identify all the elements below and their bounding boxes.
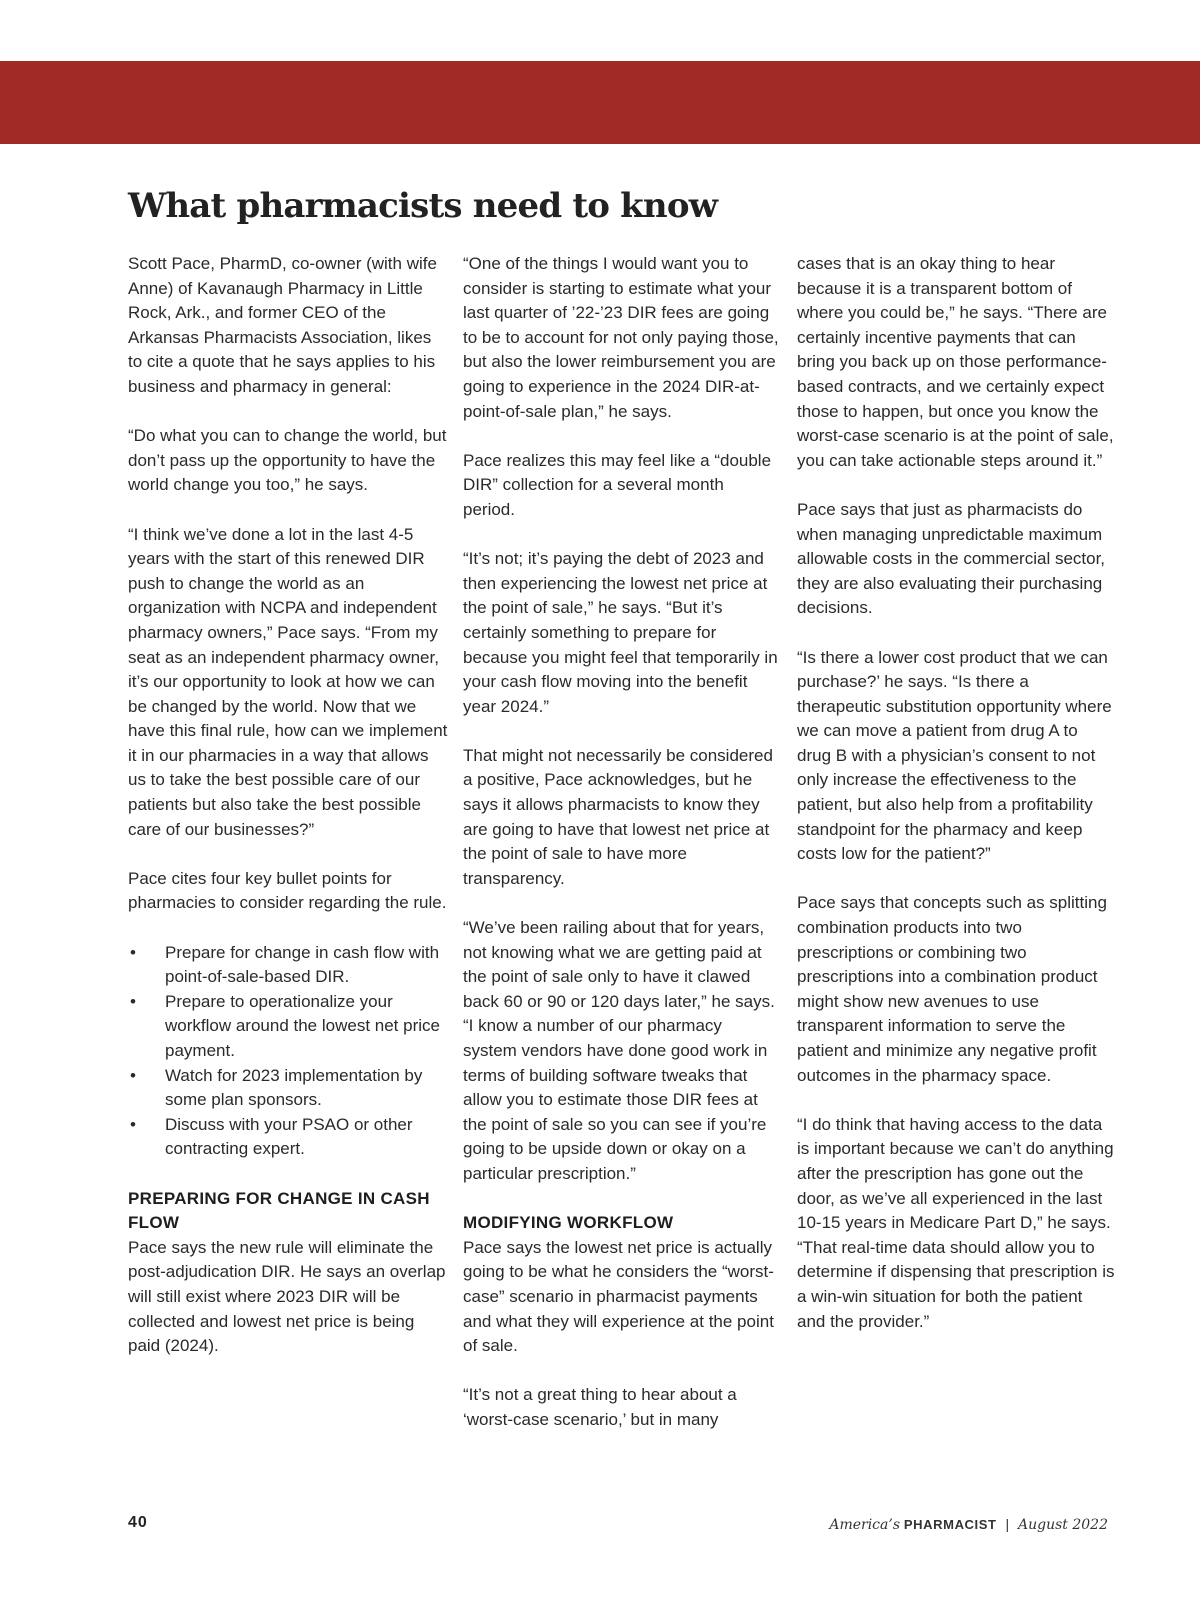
- issue-date: August 2022: [1018, 1517, 1108, 1533]
- bullet-marker: •: [130, 991, 136, 1011]
- paragraph: Pace realizes this may feel like a “double DIR” collection for a several month period.: [463, 450, 772, 519]
- paragraph: That might not necessarily be considered a positive, Pace acknowledges, but he says it allows pharmacists to know they are going to have that lowest net price at the point of sale to have more transparency.: [463, 745, 773, 888]
- list-item: [128, 941, 450, 990]
- list-item: [128, 1064, 450, 1113]
- bullet-marker: •: [130, 1065, 136, 1085]
- list-item: [128, 990, 450, 1064]
- article-title: What pharmacists need to know: [128, 186, 718, 226]
- column-3: [797, 252, 1115, 1359]
- section-heading: PREPARING FOR CHANGE IN CASH FLOW: [128, 1188, 430, 1233]
- paragraph: Pace says that just as pharmacists do when managing unpredictable maximum allowable costs in the commercial sector, they are also evaluating their purchasing decisions.: [797, 499, 1106, 618]
- section-heading: MODIFYING WORKFLOW: [463, 1213, 674, 1233]
- paragraph: “One of the things I would want you to consider is starting to estimate what your last quarter of ’22-’23 DIR fees are going to be to account for not only paying those, but also the lower reimbursement you are going to experience in the 2024 DIR-at-point-of-sale plan,” he says.: [463, 254, 779, 421]
- list-item-text: Prepare to operationalize your workflow around the lowest net price payment.: [165, 991, 440, 1060]
- paragraph: “Do what you can to change the world, but don’t pass up the opportunity to have the world change you too,” he says.: [128, 426, 447, 495]
- page-number: 40: [128, 1514, 148, 1531]
- list-item-text: Watch for 2023 implementation by some plan sponsors.: [165, 1065, 423, 1110]
- paragraph: “We’ve been railing about that for years, not knowing what we are getting paid at the point of sale only to have it clawed back 60 or 90 or 120 days later,” he says. “I know a number of our pharmacy system vendors have done good work in terms of building software tweaks that allow you to estimate those DIR fees at the point of sale so you can see if you’re going to be upside down or okay on a particular prescription.”: [463, 918, 775, 1183]
- paragraph: Pace cites four key bullet points for pharmacies to consider regarding the rule.: [128, 868, 447, 913]
- publication-footer: [829, 1516, 1108, 1533]
- bullet-marker: •: [130, 1114, 136, 1134]
- paragraph: cases that is an okay thing to hear because it is a transparent bottom of where you could be,” he says. “There are certainly incentive payments that can bring you back up on those performance-based contracts, and we certainly expect those to happen, but once you know the worst-case scenario is at the point of sale, you can take actionable steps around it.”: [797, 254, 1114, 470]
- footer-separator: |: [1005, 1516, 1010, 1532]
- paragraph: “It’s not a great thing to hear about a ‘worst-case scenario,’ but in many: [463, 1385, 737, 1429]
- paragraph: “I do think that having access to the data is important because we can’t do anything after the prescription has gone out the door, as we’ve all experienced in the last 10-15 years in Medicare Part D,” he says. “That real-time data should allow you to determine if dispensing that prescription is a win-win situation for both the patient and the provider.”: [797, 1114, 1115, 1331]
- paragraph: Pace says the lowest net price is actually going to be what he considers the “worst-case” scenario in pharmacist payments and what they will experience at the point of sale.: [463, 1237, 774, 1356]
- list-item-text: Prepare for change in cash flow with point-of-sale-based DIR.: [165, 942, 440, 987]
- publication-prefix: America’s: [829, 1517, 901, 1533]
- paragraph: Pace says that concepts such as splitting combination products into two prescriptions or combining two prescriptions into a combination product might show new avenues to use transparent information to serve the patient and minimize any negative profit outcomes in the pharmacy space.: [797, 893, 1107, 1085]
- paragraph: Scott Pace, PharmD, co-owner (with wife Anne) of Kavanaugh Pharmacy in Little Rock, Ark., and former CEO of the Arkansas Pharmacists Association, likes to cite a quote that he says applies to his business and pharmacy in general:: [128, 254, 437, 396]
- paragraph: “It’s not; it’s paying the debt of 2023 and then experiencing the lowest net price at the point of sale,” he says. “But it’s certainly something to prepare for because you might feel that temporarily in your cash flow moving into the benefit year 2024.”: [463, 549, 778, 716]
- list-item-text: Discuss with your PSAO or other contracting expert.: [165, 1114, 413, 1159]
- bullet-marker: •: [130, 942, 136, 962]
- header-color-band: [0, 61, 1200, 144]
- list-item: [128, 1113, 450, 1162]
- publication-name: PHARMACIST: [903, 1517, 997, 1532]
- paragraph: Pace says the new rule will eliminate the post-adjudication DIR. He says an overlap will still exist where 2023 DIR will be collected and lowest net price is being paid (2024).: [128, 1237, 446, 1356]
- bullet-list: [128, 941, 450, 1162]
- column-1: [128, 252, 450, 1383]
- paragraph: “I think we’ve done a lot in the last 4-5 years with the start of this renewed DIR push to change the world as an organization with NCPA and independent pharmacy owners,” Pace says. “From my seat as an independent pharmacy owner, it’s our opportunity to look at how we can be changed by the world. Now that we have this final rule, how can we implement it in our pharmacies in a way that allows us to take the best possible care of our patients but also take the best possible care of our businesses?”: [128, 524, 448, 839]
- paragraph: “Is there a lower cost product that we can purchase?’ he says. “Is there a therapeutic substitution opportunity where we can move a patient from drug A to drug B with a physician’s consent to not only increase the effectiveness to the patient, but also help from a profitability standpoint for the pharmacy and keep costs low for the patient?”: [797, 647, 1112, 864]
- column-2: [463, 252, 779, 1457]
